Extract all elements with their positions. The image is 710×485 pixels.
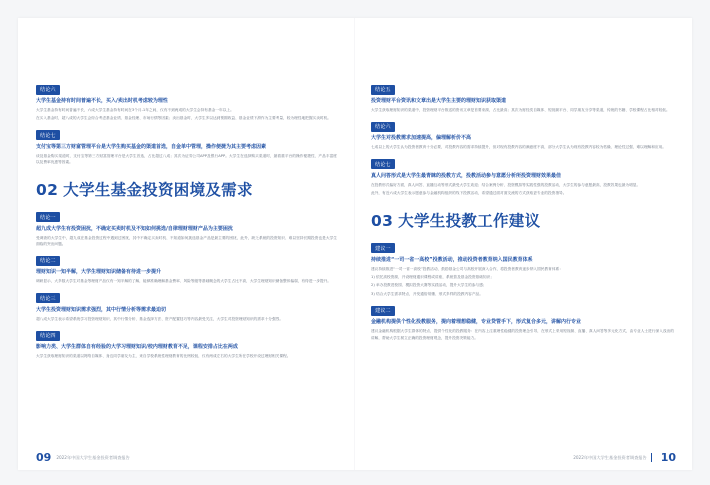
page-number: 10	[660, 451, 676, 464]
block-tag: 结论四	[36, 331, 60, 341]
left-conclusions-top	[36, 76, 337, 166]
content-block	[36, 204, 337, 248]
block-heading: 理财知识一知半解，大学生理财知识储备有待进一步提升	[36, 269, 162, 276]
block-paragraph: 谈及基金购买渠道时，支付宝等第三方财富管理平台是大学生首选，占比超过八成；其次为证券公司APP及银行APP。大学生在选择购买渠道时，最看重平台的操作便捷性、产品丰富度以及费率优惠等因素。	[36, 153, 337, 165]
page-footer	[573, 451, 676, 464]
page-number: 09	[36, 451, 52, 464]
block-heading: 真人问答形式是大学生最青睐的投教方式，投教活动参与意愿分析所投资理财效果最佳	[371, 172, 562, 179]
block-heading: 大学生基金持有时间普遍不长，买入/卖出时机考虑较为理性	[36, 98, 168, 104]
block-heading: 超九成大学生有投资困扰，不确定买卖时机及不知如何挑选/自律理财理财产品为主要困扰	[36, 225, 233, 232]
block-paragraph: 在投教形式偏好方面，真人问答、直播互动等形式最受大学生欢迎；结合案例分析、投资模拟等实践性强的投教活动，大学生的参与意愿最高，投教效果也最为明显。	[371, 182, 641, 187]
block-paragraph: 此外，有近六成大学生表示愿意参与金融机构组织的线下投教活动，希望通过面对面交流的方式获取更专业的投资指导。	[371, 191, 567, 196]
block-heading: 支付宝等第三方财富管理平台是大学生购买基金的渠道首选，自金单中管理，操作便捷为其主要考虑因素	[36, 143, 267, 150]
page-footer	[36, 451, 130, 464]
content-block	[371, 151, 674, 197]
block-paragraph: 建议金融机构根据大学生群体的特点，提供个性化的投教服务：在内容上注重理性稳健的投资理念引导，在形式上采用短视频、直播、真人问答等多元化方式，由专业人士进行深入浅出的讲解，帮助大学生树立正确的投资理财观念，提升投资决策能力。	[371, 329, 674, 340]
block-tag: 结论六	[371, 122, 395, 132]
footer-caption: 2022年中国大学生基金投资者调查报告	[56, 454, 130, 460]
footer-caption: 2022年中国大学生基金投资者调查报告	[573, 454, 647, 460]
block-paragraph: 七成以上的大学生认为投资者教育十分必要，对投教内容的需求持续提升，但对现有投教内容的满意度不高，部分大学生认为现有投教内容较为枯燥、理论性过强，难以理解和应用。	[371, 145, 666, 150]
content-block	[371, 76, 674, 113]
section-title: 大学生投教工作建议	[398, 211, 541, 230]
block-tag: 建议二	[371, 306, 395, 316]
block-heading: 影响力类、大学生群体自有经验的大学习理财知识/校内理财教育不足，课程安排占比在两成	[36, 344, 238, 351]
section-number: 02	[36, 180, 59, 199]
block-paragraph: 大学生基金持有时间普遍不长，六成大学生基金持有时间在3个月-1年之间，仅有不到两成的大学生会持有基金一年以上。	[36, 108, 234, 112]
footer-divider	[651, 453, 652, 462]
right-suggestions	[371, 235, 674, 341]
section-heading-02	[36, 178, 337, 200]
content-block	[371, 235, 674, 298]
block-paragraph: 3) 结合大学生需求特点，开发通俗易懂、形式多样的投教内容产品。	[371, 291, 483, 296]
left-conclusions-mid	[36, 204, 337, 360]
section-number: 03	[371, 211, 394, 230]
block-paragraph: 大学生获取理财知识的渠道以网络自媒体、身边同学朋友为主，来自学校系统性理财教育的比例较低，仅有两成左右的大学生所在学校开设过理财相关课程。	[36, 354, 291, 359]
section-heading-03	[371, 209, 674, 231]
block-heading: 持续推进“一司一省一高校”投教活动，推动投资者教育纳入国民教育体系	[371, 256, 533, 263]
content-block	[36, 122, 337, 166]
content-block	[36, 76, 337, 122]
block-tag: 结论二	[36, 256, 60, 266]
block-tag: 结论一	[36, 212, 60, 222]
block-paragraph: 大学生获取理财知识的渠道中，投资理财平台推送的资讯文章是首要来源，占比最高；其次为财经类自媒体、短视频平台、同学朋友分享等渠道，传统的书籍、学校课程占比相对较低。	[371, 108, 670, 112]
content-block	[371, 113, 674, 150]
block-tag: 结论三	[36, 293, 60, 303]
block-paragraph: 调研显示，大多数大学生对基金等理财产品仅有一知半解的了解，能够准确理解基金费率、风险等级等基础概念的大学生占比不高，大学生理财知识储备整体偏弱，有待进一步提升。	[36, 279, 331, 284]
page-10	[355, 18, 692, 470]
block-heading: 大学生投资理财知识需求强烈，其中行情分析等需求最迫切	[36, 306, 167, 313]
block-tag: 结论七	[36, 130, 60, 140]
block-tag: 结论五	[371, 85, 395, 95]
block-tag: 结论六	[36, 85, 60, 95]
content-block	[371, 297, 674, 341]
block-tag: 结论七	[371, 159, 395, 169]
content-block	[36, 322, 337, 359]
block-paragraph: 超八成大学生表示希望系统学习投资理财知识，其中行情分析、基金选择方法、资产配置技巧等内容最受关注，大学生对投资理财知识的需求十分强烈。	[36, 316, 284, 321]
block-tag: 建议一	[371, 243, 395, 253]
block-paragraph: 1) 依托高校资源，开设理财通识课程或讲座，系统普及基金投资基础知识；	[371, 275, 494, 280]
page-09	[18, 18, 355, 470]
right-conclusions-top	[371, 76, 674, 197]
section-title: 大学生基金投资困境及需求	[63, 180, 253, 199]
block-paragraph: 2) 举办投教进校园、模拟投资大赛等实践活动，提升大学生的参与感；	[371, 283, 487, 288]
report-spread	[18, 18, 692, 470]
block-heading: 金融机构提供个性化投教服务，提向着理想稳健，专业贷管手下，形式复合多元，讲解内行专业	[371, 319, 582, 326]
block-heading: 大学生对投教需求加速提高，偏理解析价不高	[371, 135, 472, 142]
content-block	[36, 247, 337, 284]
block-paragraph: 受调查的大学生中，超九成在基金投资过程中遇到过困扰，其中不确定买卖时机、不知道如何挑选基金产品是最主要的困扰，此外，缺乏系统的投资知识、难以坚持长期投资也是大学生面临的突出问题。	[36, 235, 337, 247]
block-paragraph: 建议持续推进“一司一省一高校”投教活动，鼓励基金公司与高校开展深入合作，将投资者教育逐步纳入国民教育体系：	[371, 266, 563, 271]
content-block	[36, 285, 337, 322]
block-paragraph: 在买入基金时，超八成的大学生会综合考虑基金业绩、基金经理、市场行情等因素；卖出基金时，大学生多以达到预期收益、基金业绩下滑作为主要考量，较为理性地把握买卖时机。	[36, 116, 331, 121]
block-heading: 投资理财平台资讯和文章出是大学生主要的理财知识获取渠道	[371, 98, 507, 104]
